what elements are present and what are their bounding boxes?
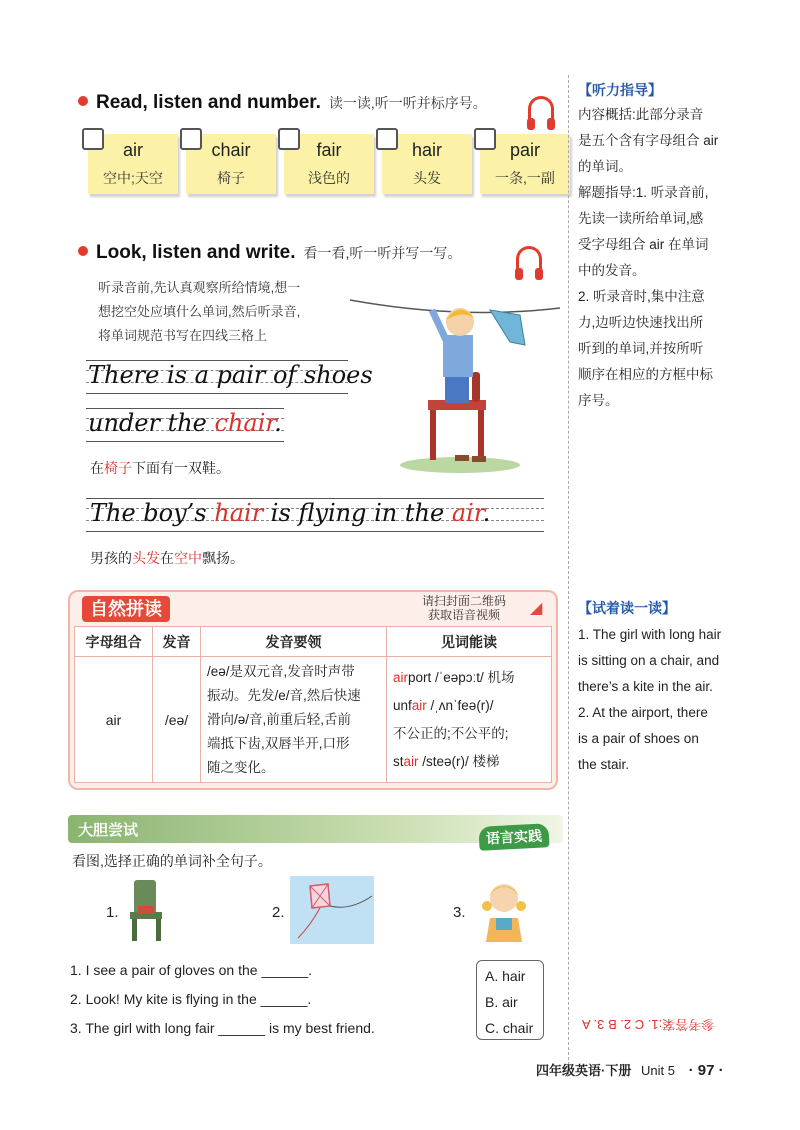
card-meaning: 头发 (413, 170, 441, 186)
translation2 (90, 548, 244, 568)
scan-line: 请扫封面二维码 (422, 594, 507, 608)
word-unfair (393, 692, 545, 720)
tryread-text (578, 622, 746, 778)
scan-line: 获取语音视频 (428, 608, 501, 622)
col-header: 字母组合 (75, 627, 153, 657)
word-card (186, 134, 276, 194)
tips-cell (201, 657, 387, 783)
footer-book: 四年级英语·下册 (536, 1063, 632, 1078)
sidebar-line: 力,边听边快速找出所 (578, 315, 704, 330)
word-cards (88, 134, 570, 194)
answer-air: air (451, 499, 483, 527)
word-card (88, 134, 178, 194)
sidebar-head-tryread: 【试着读一读】 (578, 600, 676, 616)
tryread-line: is sitting on a chair, and (578, 653, 720, 668)
answer-hair: hair (214, 499, 264, 527)
options-box (476, 960, 544, 1040)
t2-red2: 空中 (174, 550, 202, 566)
practice-bar-title: 大胆尝试 (78, 822, 139, 839)
word-rest: /steə(r)/ 楼梯 (418, 753, 500, 769)
sidebar (578, 80, 746, 414)
sidebar-line: 先读一读所给单词,感 (578, 211, 704, 226)
t1-b: 下面有一双鞋。 (132, 460, 230, 476)
col-header: 发音要领 (201, 627, 387, 657)
tip-line: 随之变化。 (207, 759, 275, 775)
practice-sentence: 3. The girl with long fair ______ is my best friend. (70, 1020, 375, 1036)
sentence1b-end: . (274, 409, 282, 437)
tryread-line: the stair. (578, 757, 630, 772)
card-word: hair (411, 140, 442, 160)
word-airport (393, 664, 545, 692)
col-header: 发音 (153, 627, 201, 657)
sidebar-head-listening: 【听力指导】 (578, 82, 662, 98)
t2-red1: 头发 (132, 550, 160, 566)
s2-pre: The boy’s (90, 499, 215, 527)
section2-title-en: Look, listen and write. (96, 242, 296, 263)
t1-red: 椅子 (104, 460, 132, 476)
t2-a: 男孩的 (90, 550, 132, 566)
sidebar-summary (578, 102, 746, 414)
page-number: · 97 · (688, 1062, 724, 1079)
col-header: 见词能读 (387, 627, 552, 657)
card-meaning: 一条,一副 (495, 170, 555, 186)
sidebar-line: 顺序在相应的方框中标 (578, 367, 713, 382)
word-rest: port /ˈeəpɔːt/ 机场 (408, 669, 515, 685)
tip-line: 滑向/ə/音,前重后轻,舌前 (207, 711, 352, 727)
phonics-table-box (68, 590, 558, 790)
sentence2 (90, 499, 490, 527)
practice-sentence: 2. Look! My kite is flying in the ______. (70, 991, 312, 1007)
sidebar-line: 是五个含有字母组合 air (578, 133, 719, 148)
boy-clothesline-illustration (350, 280, 560, 475)
sidebar-line: 解题指导:1. 听录音前, (578, 185, 709, 200)
card-meaning: 空中;天空 (103, 170, 163, 186)
sentence1b-prefix: under the (88, 409, 215, 437)
tip-line: 振动。先发/e/音,然后快速 (207, 687, 361, 703)
card-word: pair (509, 140, 540, 160)
word-pre: unf (393, 697, 412, 713)
footer (536, 1060, 724, 1079)
pic-num-1: 1. (106, 904, 119, 921)
kite-sky-picture (290, 876, 374, 944)
bullet-icon (78, 246, 88, 256)
headphone-icon[interactable] (528, 96, 554, 122)
t2-c: 在 (160, 550, 174, 566)
t1-a: 在 (90, 460, 104, 476)
sidebar-line: 受字母组合 air 在单词 (578, 237, 709, 252)
tip-line: /eə/是双元音,发音时声带 (207, 663, 355, 679)
practice-sentence: 1. I see a pair of gloves on the ______. (70, 962, 313, 978)
section1-title-en: Read, listen and number. (96, 92, 321, 113)
hint-line: 想挖空处应填什么单词,然后听录音, (98, 304, 301, 319)
section1-title-zh: 读一读,听一听并标序号。 (328, 95, 487, 111)
word-red: air (411, 697, 427, 713)
sidebar-line: 听到的单词,并按所听 (578, 341, 704, 356)
chair-gloves-picture (126, 878, 166, 943)
hint-note (98, 276, 300, 348)
card-meaning: 浅色的 (308, 170, 350, 186)
phonics-table (74, 626, 552, 783)
option[interactable]: A. hair (485, 968, 526, 984)
s2-end: . (482, 499, 491, 527)
sidebar-line: 2. 听录音时,集中注意 (578, 289, 705, 304)
word-red: air (393, 669, 409, 685)
section2-title-zh: 看一看,听一听并写一写。 (303, 245, 462, 261)
scan-note (422, 594, 506, 622)
sound-wave-icon: ◢ (530, 600, 543, 617)
sidebar-line: 中的发音。 (578, 263, 646, 278)
section2-title (78, 242, 461, 264)
option[interactable]: B. air (485, 994, 518, 1010)
sidebar-divider (568, 75, 569, 1075)
answer-key: 参考答案:1. C 2. B 3. A (582, 1017, 715, 1032)
footer-unit: Unit 5 (640, 1063, 675, 1078)
word-card (480, 134, 570, 194)
tip-line: 端抵下齿,双唇半开,口形 (207, 735, 350, 751)
card-word: air (122, 140, 143, 160)
card-word: chair (211, 140, 251, 160)
sentence1b (88, 409, 282, 437)
pic-num-2: 2. (272, 904, 285, 921)
pic-num-3: 3. (453, 904, 466, 921)
phonics-badge: 自然拼读 (82, 596, 170, 622)
word-pre: st (393, 753, 404, 769)
hint-line: 听录音前,先认真观察所给情境,想一 (98, 280, 301, 295)
answer-chair: chair (214, 409, 275, 437)
sound-symbol: /eə/ (153, 657, 201, 783)
practice-instruction: 看图,选择正确的单词补全句子。 (72, 853, 272, 869)
word-rest: /ˌʌnˈfeə(r)/ (426, 697, 494, 713)
words-cell (387, 657, 552, 783)
practice-badge: 语言实践 (478, 823, 549, 851)
card-meaning: 椅子 (217, 170, 245, 186)
headphone-icon[interactable] (516, 246, 542, 272)
bullet-icon (78, 96, 88, 106)
option[interactable]: C. chair (485, 1020, 534, 1036)
letter-combo: air (75, 657, 153, 783)
t2-e: 飘扬。 (202, 550, 244, 566)
word-card (284, 134, 374, 194)
card-word: fair (316, 140, 342, 160)
sidebar-line: 内容概括:此部分录音 (578, 107, 704, 122)
sentence1a: There is a pair of shoes (88, 361, 373, 389)
hint-line: 将单词规范书写在四线三格上 (98, 328, 268, 343)
word-red: air (403, 753, 419, 769)
tryread-line: there’s a kite in the air. (578, 679, 713, 694)
section1-title (78, 92, 487, 114)
word-stair (393, 748, 545, 776)
try-read (578, 598, 746, 778)
tryread-line: is a pair of shoes on (578, 731, 699, 746)
practice-sentences (70, 956, 375, 1043)
tryread-line: 1. The girl with long hair (578, 627, 722, 642)
tryread-line: 2. At the airport, there (578, 705, 708, 720)
girl-picture (476, 876, 532, 944)
word-card (382, 134, 472, 194)
s2-mid: is flying in the (263, 499, 452, 527)
sidebar-line: 的单词。 (578, 159, 632, 174)
word-meaning: 不公正的;不公平的; (393, 725, 509, 741)
translation1 (90, 458, 230, 478)
sidebar-line: 序号。 (578, 393, 619, 408)
